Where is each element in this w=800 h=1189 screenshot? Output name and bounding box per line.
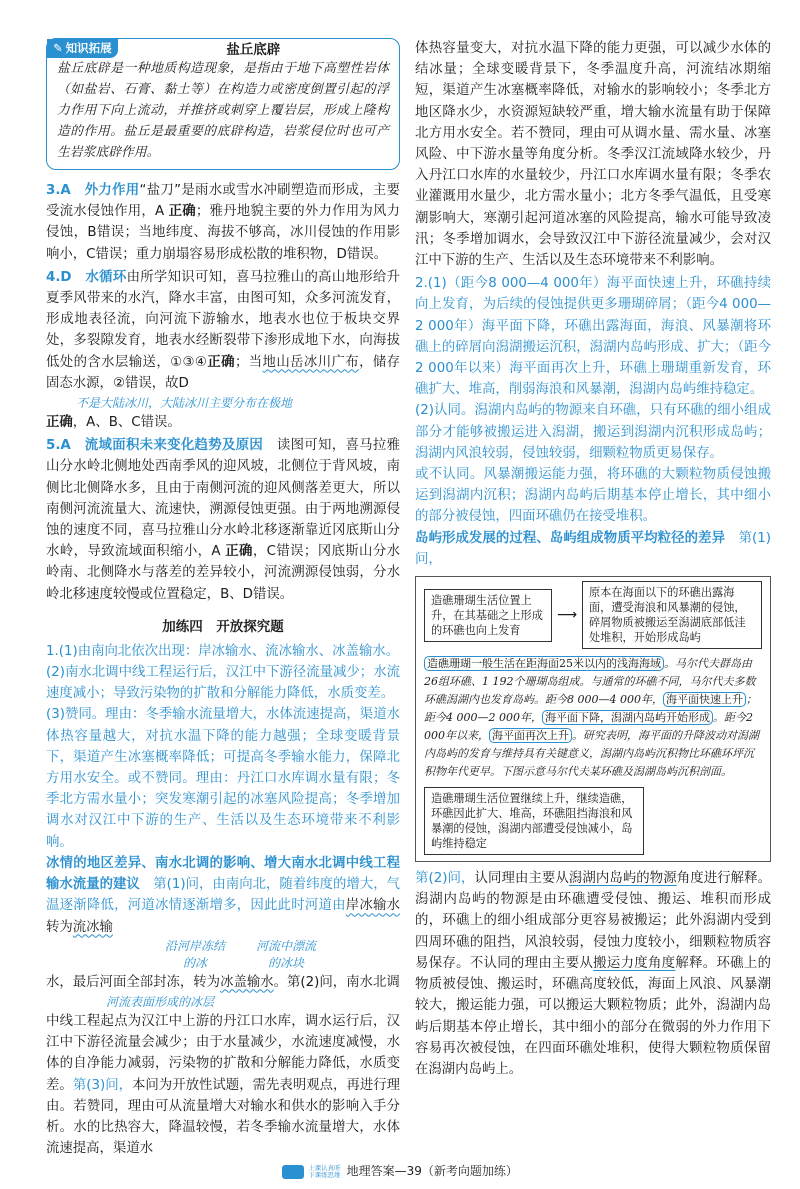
left-column	[46, 38, 400, 1159]
answer-s1-q1: 1.(1)由南向北依次出现：岸冰输水、流冰输水、冰盖输水。	[46, 643, 400, 659]
answer-q4: 4.D 水循环由所学知识可知，喜马拉雅山的高山地形给升夏季风带来的水汽，降水丰富，由图可知，众多河流发育，形成地表径流，向河流下游输水，地表水也位于板块交界处，多裂隙发育，地表水经断裂带下渗形成地下水，向海拔低处的含水层输送，①③④正确；当地山岳冰川广布，储存固态水源，②错误，故D	[46, 269, 401, 391]
book-icon: ✎	[53, 41, 63, 55]
answer-q3: 3.A 外力作用“盐刀”是雨水或雪水冲刷塑造而形成，主要受流水侵蚀作用，A 正确；雅丹地貌主要的外力作用为风力侵蚀，B错误；当地纬度、海拔不够高，冰川侵蚀的作用影响小，C错误；重力崩塌容易形成松散的堆积物，D错误。	[46, 183, 401, 262]
note-box-rise: 海平面快速上升	[663, 692, 746, 707]
answer-s1-2-2: (2)认同。潟湖内岛屿的物源来自环礁，只有环礁的细小组成部分才能够被搬运进入潟湖，搬运到潟湖内沉积形成岛屿；潟湖内风浪较弱，侵蚀较弱，细颗粒物质更易保存。	[415, 403, 771, 461]
flow-box-2: 原本在海面以下的环礁出露海面，遭受海浪和风暴潮的侵蚀，碎屑物质被搬运至潟湖底部低洼处堆积，开始形成岛屿	[582, 581, 762, 649]
arrow-right-icon: ⟶	[556, 607, 578, 624]
analysis-1-cont: 水，最后河面全部封冻，转为冰盖输水。第(2)问，南水北调	[46, 974, 400, 990]
knowledge-badge: ✎ 知识拓展	[47, 39, 118, 58]
handwritten-note-shore-ice: 沿河岸冻结的冰	[165, 938, 226, 970]
note-box-coral-depth: 造礁珊瑚一般生活在距海面25米以内的浅海海域	[424, 656, 664, 671]
handwritten-note-glacier: 不是大陆冰川，大陆冰川主要分布在极地	[76, 396, 293, 411]
handwritten-note-ice-cover: 河流表面形成的冰层	[106, 994, 215, 1009]
analysis-1: 冰情的地区差异、南水北调的影响、增大南水北调中线工程输水流量的建议 第(1)问，由南向北，随着纬度的增大，气温逐渐降低，河道冰情逐渐增多，因此此时河道由岸冰输水转为流冰输	[46, 855, 401, 935]
footer-slogan: 上课认真听 下课练思维	[308, 1163, 341, 1179]
note-box-rise-again: 海平面再次上升	[489, 728, 572, 743]
section-title: 加练四 开放探究题	[162, 618, 284, 635]
answer-s1-q2: (2)南水北调中线工程运行后，汉江中下游径流量减少；水流速度减小；导致污染物的扩散和分解能力降低，水质变差。	[46, 665, 400, 702]
coral-flow-figure	[415, 576, 771, 862]
handwritten-note-drift-ice: 河流中漂流的冰块	[255, 938, 316, 970]
analysis-2: 中线工程起点为汉江中上游的丹江口水库，调水运行后，汉江中下游径流量会减少；由于水量减少，水流速度减慢，水体的自净能力减弱，污染物的扩散和分解能力降低，水质变差。第(3)问，本问为开放性试题，需先表明观点，再进行理由。若赞同，理由可从流量增大对输水和供水的影响入手分析。水的比热容大，降温较慢，若冬季输水流量增大，水体流速提高，渠道水	[46, 1013, 401, 1157]
knowledge-text: 盐丘底辟是一种地质构造现象，是指由于地下高塑性岩体（如盐岩、石膏、黏土等）在构造力或密度倒置引起的浮力作用下向上流动，并推挤或刺穿上覆岩层，形成上隆构造的作用。盐丘是最重要的底辟构造，岩浆侵位时也可产生岩浆底辟作用。	[57, 61, 389, 160]
answer-s1-q3: (3)赞同。理由：冬季输水流量增大，水体流速提高，渠道水体热容量越大，对抗水温下降的能力越强；全球变暖背景下，渠道产生冰塞概率降低；可提高冬季输水能力，保障北方用水安全。或不赞同。理由：丹江口水库调水量有限；冬季北方需水量小；突发寒潮引起的冰塞风险提高；冬季增加调水对汉江中下游的生产、生活以及生态环境带来不利影响。	[46, 707, 400, 850]
analysis2-title: 岛屿形成发展的过程、岛屿组成物质平均粒径的差异 第(1)问，	[415, 530, 772, 567]
analysis-continued: 体热容量变大，对抗水温下降的能力更强，可以减少水体的结冰量；全球变暖背景下，冬季温度升高，河流结冰期缩短，渠道产生冰塞概率降低，对输水的影响较小；冬季北方地区降水少，水资源短缺较严重，增大输水流量有助于保障北方用水安全。若不赞同，理由可从调水量、需水量、冰塞风险、中下游水量等角度分析。冬季汉江流域降水较少，丹入丹江口水库的水量较少，丹江口水库调水量有限；冬季农业灌溉用水量少，北方需水量小；北方冬季气温低，且受寒潮影响大，寒潮引起河道冰塞的风险提高，输水可能导致凌汛；冬季增加调水，会导致汉江中下游径流量减少，会对汉江中下游的生产、生活以及生态环境带来不利影响。	[415, 41, 771, 269]
flow-box-1: 造礁珊瑚生活位置上升，在其基础之上形成的环礁也向上发育	[424, 589, 552, 642]
answer-s1-2-3: 或不认同。风暴潮搬运能力强，将环礁的大颗粒物质侵蚀搬运到潟湖内沉积；潟湖内岛屿后期基本停止增长，其中细小的部分被侵蚀，四面环礁仍在接受堆积。	[415, 467, 771, 525]
page-footer	[0, 1162, 800, 1179]
handwritten-notes-ice	[46, 938, 400, 972]
figure-note: 造礁珊瑚一般生活在距海面25米以内的浅海海域 。马尔代夫群岛由26组环礁、1 192个珊瑚岛组成。与通常的环礁不同，马尔代夫多数环礁潟湖内也发育岛屿。距今8 000—4 000年， 海平面快速上升 ；距今4 000—2 000年， 海平面下降，潟湖内岛屿开始形成 。距今2 000年以来， 海平面再次上升 。研究表明，海平面的升降波动对潟湖内岛屿的发育与维持具有关键意义，潟湖内岛屿沉积物比环礁环坪沉积物年代更早。下图示意马尔代夫某环礁及潟湖岛屿沉积剖面。	[424, 657, 759, 779]
note-box-fall: 海平面下降，潟湖内岛屿开始形成	[542, 710, 713, 725]
publisher-logo-icon	[282, 1165, 304, 1179]
answer-q5: 5.A 流域面积未来变化趋势及原因 读图可知，喜马拉雅山分水岭北侧地处西南季风的迎风坡，北侧位于背风坡，南侧比北侧降水多，且由于南侧河流的迎风侧落差更大，所以南侧河流流量大、流速快，溯源侵蚀更强。由于两地溯源侵蚀的速度不同，喜马拉雅山分水岭北移逐渐靠近冈底斯山分水岭，导致流域面积缩小，A 正确，C错误；冈底斯山分水岭南、北侧降水与落差的差异较小，河流溯源侵蚀弱，分水岭北移速度较慢或位置稳定，B、D错误。	[46, 438, 401, 602]
knowledge-box	[46, 38, 400, 170]
answer-s1-2-1: 2.(1)（距今8 000—4 000年）海平面快速上升，环礁持续向上发育，为后续的侵蚀提供更多珊瑚碎屑；（距今4 000—2 000年）海平面下降，环礁出露海面，海浪、风暴潮将环礁上的碎屑向潟湖搬运沉积，潟湖内岛屿形成、扩大；（距今2 000年以来）海平面再次上升，环礁上珊瑚重新发育，环礁扩大、堆高，削弱海浪和风暴潮，潟湖内岛屿维持稳定。	[415, 276, 771, 398]
flow-box-3: 造礁珊瑚生活位置继续上升，继续造礁，环礁因此扩大、堆高，环礁阻挡海浪和风暴潮的侵蚀，潟湖内部遭受侵蚀减小，岛屿维持稳定	[424, 787, 644, 855]
knowledge-title: 盐丘底辟	[226, 42, 281, 58]
answer-q4-end: 正确，A、B、C错误。	[46, 415, 181, 431]
footer-text: 地理答案—39（新考向题加练）	[346, 1164, 518, 1178]
right-column	[415, 38, 771, 1080]
analysis2-body: 第(2)问，认同理由主要从潟湖内岛屿的物源角度进行解释。潟湖内岛屿的物源是由环礁遭受侵蚀、搬运、堆积而形成的，环礁上的细小组成部分更容易被搬运；此外潟湖内受到四周环礁的阻挡，风浪较弱，侵蚀力度较小，细颗粒物质容易保存。不认同的理由主要从搬运力度角度解释。环礁上的物质被侵蚀、搬运时，环礁高度较低，海面上风浪、风暴潮较大，搬运能力强，可以搬运大颗粒物质；此外，潟湖内岛屿后期基本停止增长，其中细小的部分在微弱的外力作用下容易再次被侵蚀，在四面环礁处堆积，使得大颗粒物质保留在潟湖内岛屿上。	[415, 871, 772, 1077]
